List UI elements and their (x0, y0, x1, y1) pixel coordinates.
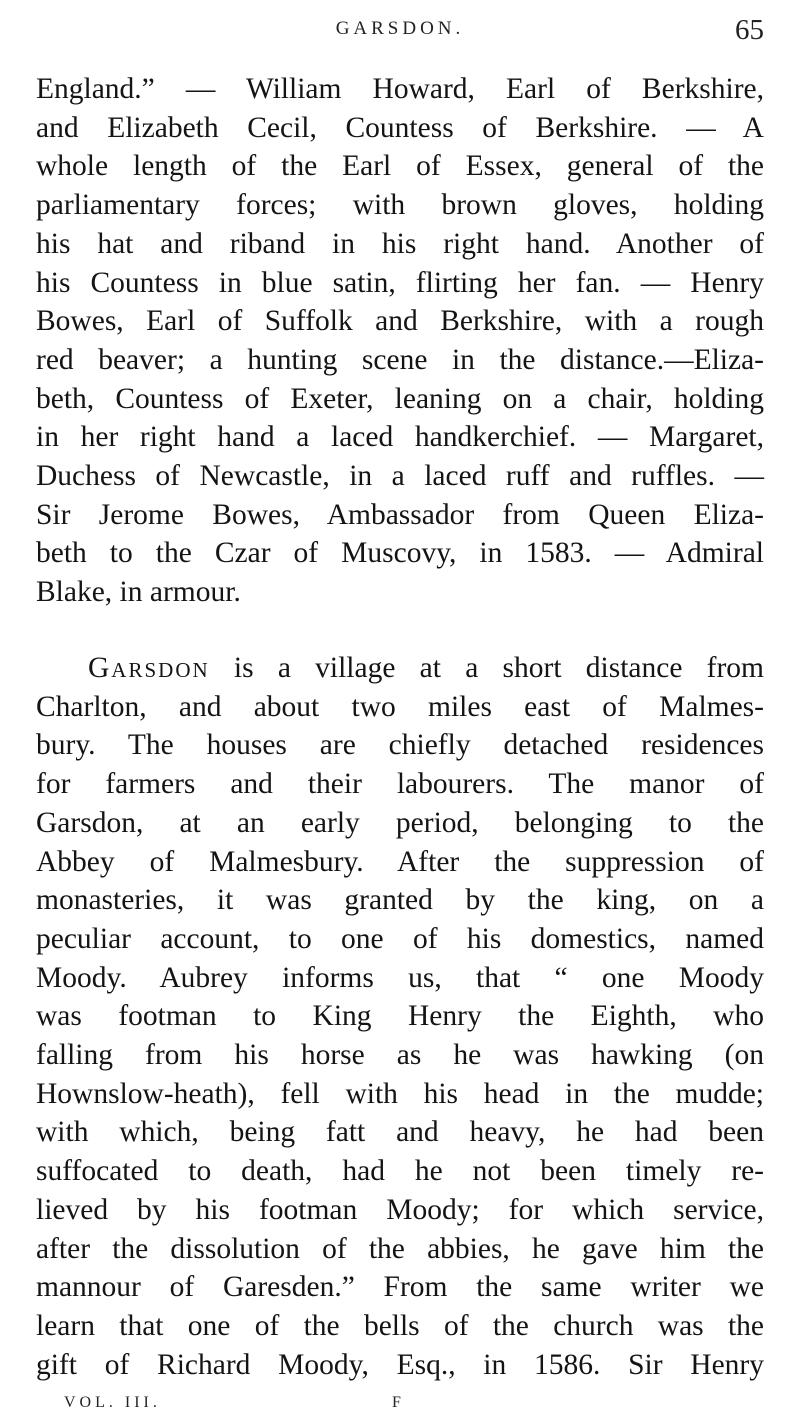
text-line: Blake, in armour. (36, 576, 241, 609)
text-line: for farmers and their labourers. The manor of (36, 768, 764, 801)
paragraph-portraits (36, 70, 764, 612)
text-line: lieved by his footman Moody; for which service, (36, 1193, 764, 1226)
text-line: mannour of Garesden.” From the same writer we (36, 1271, 764, 1304)
text-line: with which, being fatt and heavy, he had been (36, 1116, 764, 1149)
text-line: red beaver; a hunting scene in the distance.—Eliza- (36, 343, 764, 376)
text-line: England.” — William Howard, Earl of Berkshire, (36, 73, 764, 105)
signature-mark: F (392, 1394, 401, 1411)
text-line: Sir Jerome Bowes, Ambassador from Queen Eliza- (36, 498, 764, 531)
text-line: after the dissolution of the abbies, he gave him the (36, 1232, 764, 1265)
text-line: Charlton, and about two miles east of Malmes- (36, 690, 764, 723)
text-line: Moody. Aubrey informs us, that “ one Moody (36, 961, 764, 994)
text-line: and Elizabeth Cecil, Countess of Berkshire. — A (36, 111, 764, 144)
text-line: was footman to King Henry the Eighth, who (36, 1000, 764, 1033)
text-line: Abbey of Malmesbury. After the suppression of (36, 845, 764, 878)
text-line: his hat and riband in his right hand. Another of (36, 227, 764, 260)
text-line: Garsdon, at an early period, belonging to the (36, 806, 764, 839)
first-line-rest: is a village at a short distance from (233, 652, 764, 684)
text-line: suffocated to death, had he not been timely re- (36, 1155, 764, 1188)
text-line: in her right hand a laced handkerchief. — Margaret, (36, 421, 764, 454)
text-line: Bowes, Earl of Suffolk and Berkshire, with a rough (36, 305, 764, 338)
text-line: falling from his horse as he was hawking (on (36, 1039, 764, 1072)
page-footer (0, 1394, 800, 1422)
text-line: beth, Countess of Exeter, leaning on a chair, holding (36, 382, 764, 415)
paragraph-garsdon (36, 649, 764, 1384)
text-line: learn that one of the bells of the church was the (36, 1309, 764, 1342)
text-line: whole length of the Earl of Essex, general of the (36, 150, 764, 183)
text-line-first (36, 649, 764, 688)
running-head (0, 14, 800, 50)
text-line: bury. The houses are chiefly detached residences (36, 729, 764, 762)
text-line: Hownslow-heath), fell with his head in the mudde; (36, 1077, 764, 1110)
volume-label: VOL. III. (64, 1394, 161, 1411)
text-line: his Countess in blue satin, flirting her fan. — Henry (36, 266, 764, 299)
text-line: Duchess of Newcastle, in a laced ruff and ruffles. — (36, 460, 764, 493)
lead-word: Garsdon (88, 652, 210, 684)
text-line: gift of Richard Moody, Esq., in 1586. Sir Henry (36, 1348, 764, 1381)
text-line: parliamentary forces; with brown gloves, holding (36, 189, 764, 222)
running-title: GARSDON. (335, 18, 465, 39)
page-number: 65 (735, 14, 764, 46)
text-line: monasteries, it was granted by the king, on a (36, 884, 764, 917)
text-line: beth to the Czar of Muscovy, in 1583. — Admiral (36, 537, 764, 570)
text-line: peculiar account, to one of his domestics, named (36, 922, 764, 955)
